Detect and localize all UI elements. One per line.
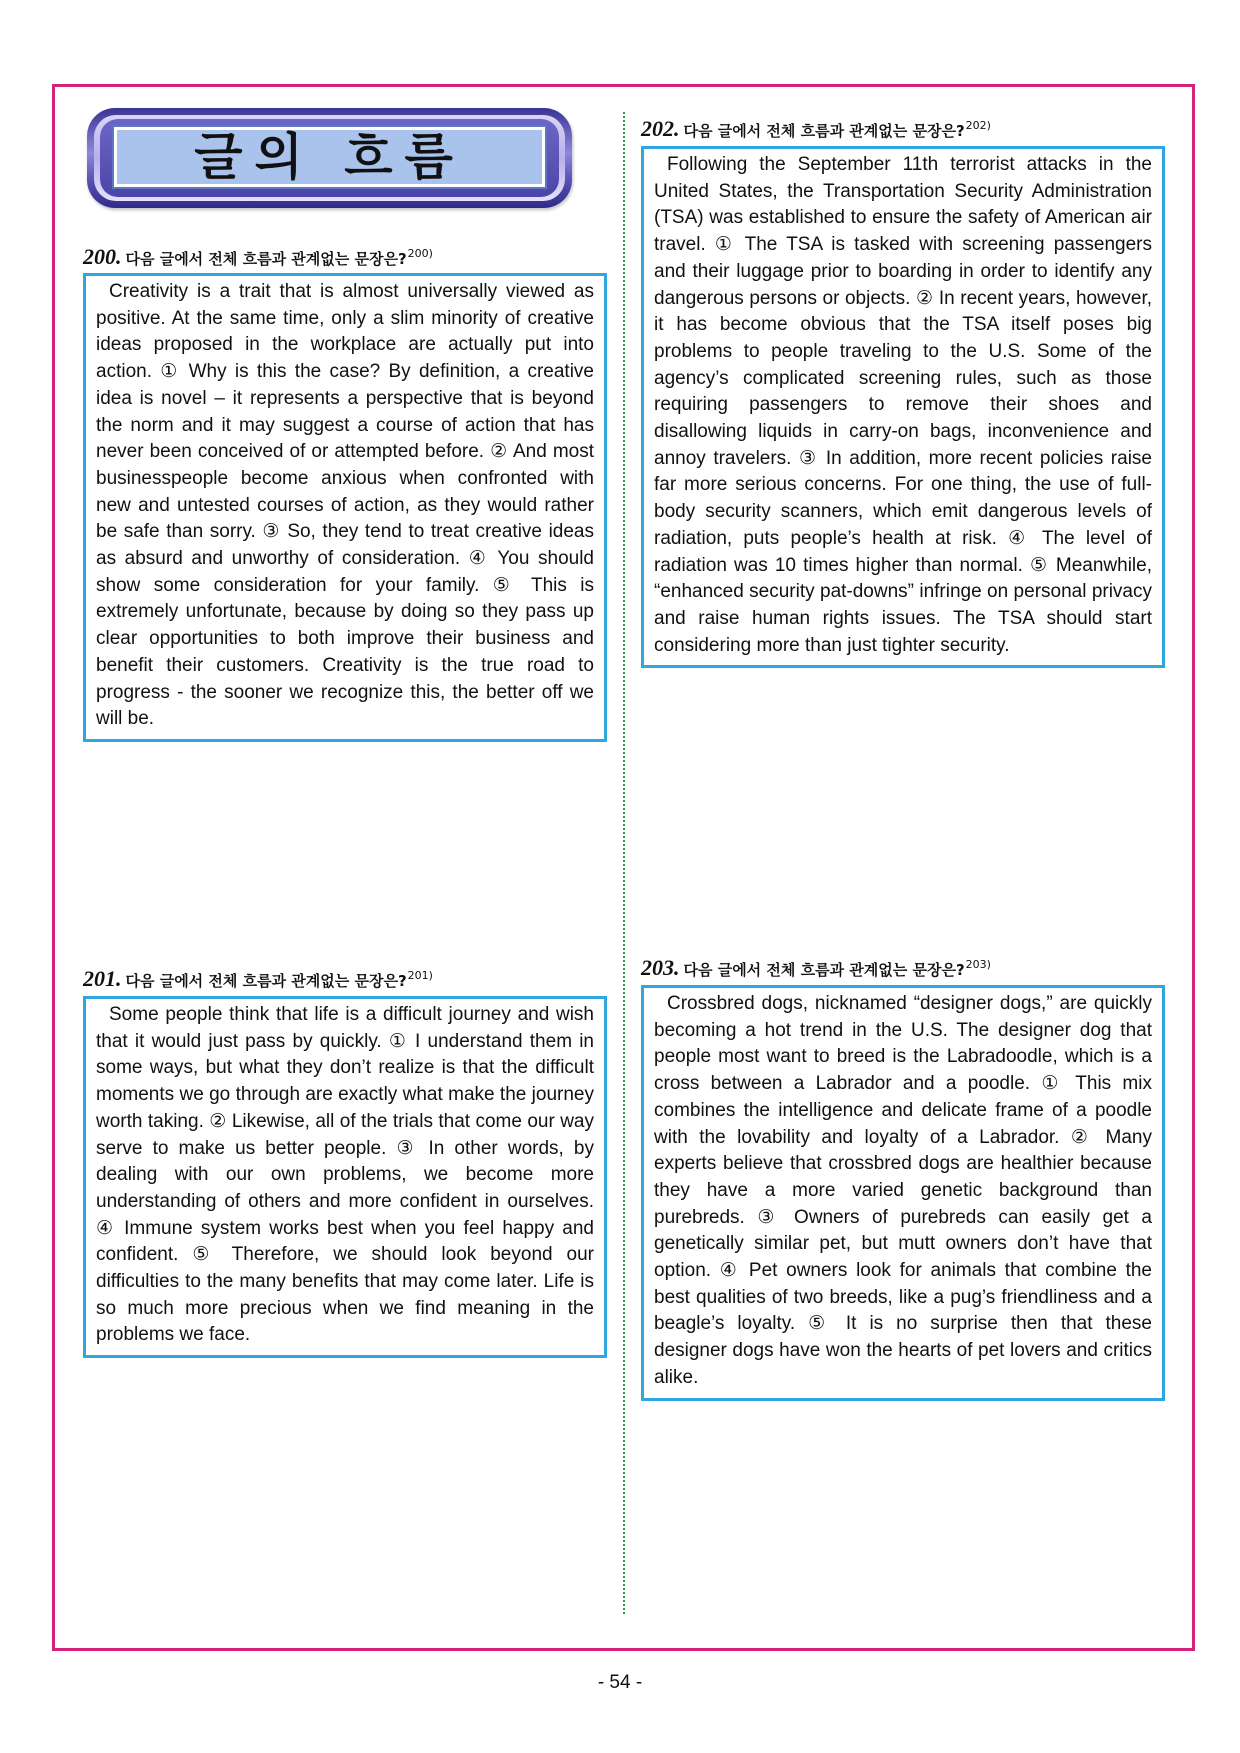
question-prompt: 다음 글에서 전체 흐름과 관계없는 문장은? xyxy=(683,122,965,140)
question-prompt: 다음 글에서 전체 흐름과 관계없는 문장은? xyxy=(125,250,407,268)
footnote-marker: 201) xyxy=(407,969,433,982)
question-prompt: 다음 글에서 전체 흐름과 관계없는 문장은? xyxy=(683,961,965,979)
question-number: 203. xyxy=(641,955,680,980)
question-202-passage: Following the September 11th terrorist attacks in the United States, the Transportation Security Administration (TSA) was established to ensure the safety of American air travel. ① The TSA is tasked with screening passengers and their luggage prior to boarding in order to identify any dangerous persons or objects. ② In recent years, however, it has become obvious that the TSA itself poses big problems to people traveling to the U.S. Some of the agency’s complicated screening rules, such as those requiring passengers to remove their shoes and disallowing liquids in carry-on bags, inconvenience and annoy travelers. ③ In addition, more recent policies raise far more serious concerns. For one thing, the use of full-body security scanners, which emit dangerous levels of radiation, puts people’s health at risk. ④ The level of radiation was 10 times higher than normal. ⑤ Meanwhile, “enhanced security pat-downs” infringe on personal privacy and raise human rights issues. The TSA should start considering more than just tighter security. xyxy=(641,146,1165,668)
question-201-heading xyxy=(83,968,433,990)
title-banner-panel xyxy=(112,125,547,189)
question-203-heading xyxy=(641,957,991,979)
question-number: 202. xyxy=(641,116,680,141)
question-200-passage: Creativity is a trait that is almost universally viewed as positive. At the same time, only a slim minority of creative ideas proposed in the workplace are actually put into action. ① Why is this the case? By definition, a creative idea is novel – it represents a perspective that is beyond the norm and it may suggest a course of action that has never been conceived of or attempted before. ② And most businesspeople become anxious when confronted with new and untested courses of action, as they would rather be safe than sorry. ③ So, they tend to treat creative ideas as absurd and unworthy of consideration. ④ You should show some consideration for your family. ⑤ This is extremely unfortunate, because by doing so they pass up clear opportunities to both improve their business and benefit their customers. Creativity is the true road to progress - the sooner we recognize this, the better off we will be. xyxy=(83,273,607,742)
footnote-marker: 203) xyxy=(965,958,991,971)
question-201-passage: Some people think that life is a difficult journey and wish that it would just pass by quickly. ① I understand them in some ways, but what they don’t realize is that the difficult moments we go through are exactly what make the journey worth taking. ② Likewise, all of the trials that come our way serve to make us better people. ③ In other words, by dealing with our own problems, we become more understanding of others and more confident in ourselves. ④ Immune system works best when you feel happy and confident. ⑤ Therefore, we should look beyond our difficulties to the many benefits that may come later. Life is so much more precious when we find meaning in the problems we face. xyxy=(83,996,607,1358)
question-203-passage: Crossbred dogs, nicknamed “designer dogs,” are quickly becoming a hot trend in the U.S. The designer dog that people most want to breed is the Labradoodle, which is a cross between a Labrador and a poodle. ① This mix combines the intelligence and delicate frame of a poodle with the lovability and loyalty of a Labrador. ② Many experts believe that crossbred dogs are healthier because they have a more varied genetic background than purebreds. ③ Owners of purebreds can easily get a genetically similar pet, but mutt owners don’t have that option. ④ Pet owners look for animals that combine the best qualities of two breeds, like a pug’s friendliness and a beagle’s loyalty. ⑤ It is no surprise then that these designer dogs have won the hearts of pet lovers and critics alike. xyxy=(641,985,1165,1401)
question-prompt: 다음 글에서 전체 흐름과 관계없는 문장은? xyxy=(125,972,407,990)
title-banner xyxy=(87,108,572,208)
page-number: - 54 - xyxy=(597,1672,643,1693)
question-202-heading xyxy=(641,118,991,140)
question-number: 201. xyxy=(83,966,122,991)
footnote-marker: 200) xyxy=(407,247,433,260)
page-title: 글의 흐름 xyxy=(194,128,465,186)
question-200-heading xyxy=(83,246,433,268)
column-divider xyxy=(623,112,625,1614)
question-number: 200. xyxy=(83,244,122,269)
footnote-marker: 202) xyxy=(965,119,991,132)
